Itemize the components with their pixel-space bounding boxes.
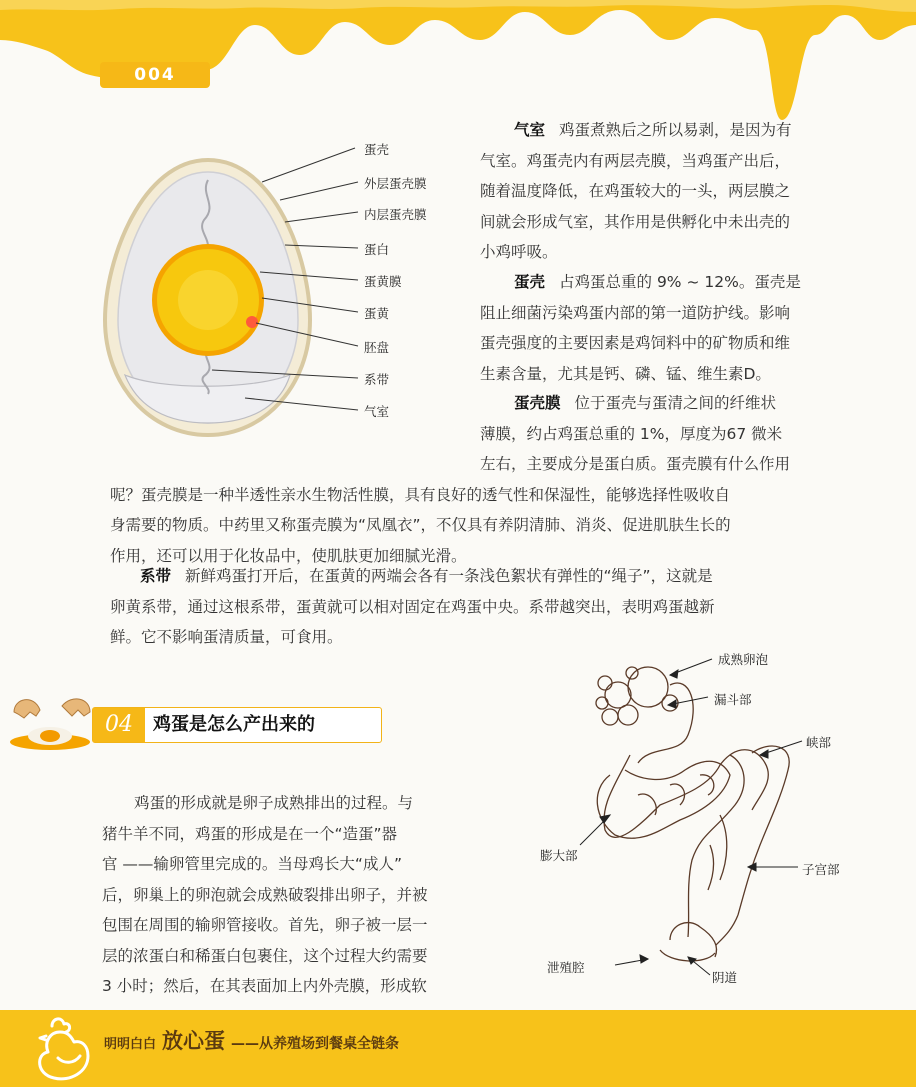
oviduct-label-cloaca: 泄殖腔 [547,960,585,975]
egg-label-outer-shell-membrane: 外层蛋壳膜 [364,176,427,191]
section-header [92,707,382,743]
section-body: 鸡蛋的形成就是卵子成熟排出的过程。与 猪牛羊不同，鸡蛋的形成是在一个“造蛋”器 官 ——输卵管里完成的。当母鸡长大“成人” 后，卵巢上的卵泡就会成熟破裂排出卵子，并被 包围在周围的输卵管接收。首先，卵子被一层一 层的浓蛋白和稀蛋白包裹住，这个过程大约需要 3 小时；然后，在其表面加上内外壳膜，形成软 [102,794,428,995]
oviduct-label-vagina: 阴道 [712,970,738,985]
footer-book-title [104,1025,399,1055]
footer-title-small: 明明白白 [104,1037,157,1052]
oviduct-label-mature-follicle: 成熟卵泡 [718,652,769,667]
egg-label-inner-shell-membrane: 内层蛋壳膜 [364,207,427,222]
hen-icon [30,1012,96,1084]
egg-label-yolk-membrane: 蛋黄膜 [364,274,402,289]
page-number: 004 [100,62,210,88]
oviduct-label-infundibulum: 漏斗部 [714,692,752,707]
paragraph-shell-membrane: 蛋壳膜 位于蛋壳与蛋清之间的纤维状 薄膜，约占鸡蛋总重的 1%，厚度为67 微米 左右，主要成分是蛋白质。蛋壳膜有什么作用 呢？蛋壳膜是一种半透性亲水生物活性膜，具有良好的透气性和保湿性，能够选择性吸收自 身需要的物质。中药里又称蛋壳膜为“凤凰衣”，不仅具有养阴清肺、消炎、促进肌肤生长的 作用，还可以用于化妆品中，使肌肤更加细腻光滑。 [110,394,791,565]
egg-label-chalaza: 系带 [364,372,390,387]
footer-title-big: 放心蛋 [162,1029,226,1053]
term-shell: 蛋壳 [514,273,546,291]
egg-label-albumen: 蛋白 [364,242,390,257]
egg-label-germinal-disc: 胚盘 [364,340,390,355]
oviduct-label-isthmus: 峡部 [806,735,832,750]
oviduct-label-magnum: 膨大部 [540,848,578,863]
cracked-egg-icon [6,690,98,752]
paragraph-shell: 蛋壳 占鸡蛋总重的 9% ~ 12%。蛋壳是 阻止细菌污染鸡蛋内部的第一道防护线。影响 蛋壳强度的主要因素是鸡饲料中的矿物质和维 生素含量，尤其是钙、磷、锰、维生素D。 [480,273,801,383]
footer-subtitle: ——从养殖场到餐桌全链条 [231,1036,400,1052]
egg-label-air-cell: 气室 [364,404,390,419]
term-shell-membrane: 蛋壳膜 [514,394,561,412]
oviduct-label-uterus: 子宫部 [802,862,840,877]
section-number: 04 [93,708,145,742]
oviduct-diagram [520,645,860,995]
section-title: 鸡蛋是怎么产出来的 [153,714,315,735]
term-air-cell: 气室 [514,121,546,139]
egg-label-yolk: 蛋黄 [364,306,390,321]
term-chalaza: 系带 [140,567,172,585]
paragraph-air-cell: 气室 鸡蛋煮熟后之所以易剥，是因为有 气室。鸡蛋壳内有两层壳膜，当鸡蛋产出后， 随着温度降低，在鸡蛋较大的一头，两层膜之 间就会形成气室，其作用是供孵化中未出壳的 小鸡呼吸。 [480,121,792,261]
egg-label-shell: 蛋壳 [364,142,390,157]
paragraph-chalaza: 系带 新鲜鸡蛋打开后，在蛋黄的两端会各有一条浅色絮状有弹性的“绳子”，这就是 卵黄系带，通过这根系带，蛋黄就可以相对固定在鸡蛋中央。系带越突出，表明鸡蛋越新 鲜。它不影响蛋清质量，可食用。 [110,567,715,646]
